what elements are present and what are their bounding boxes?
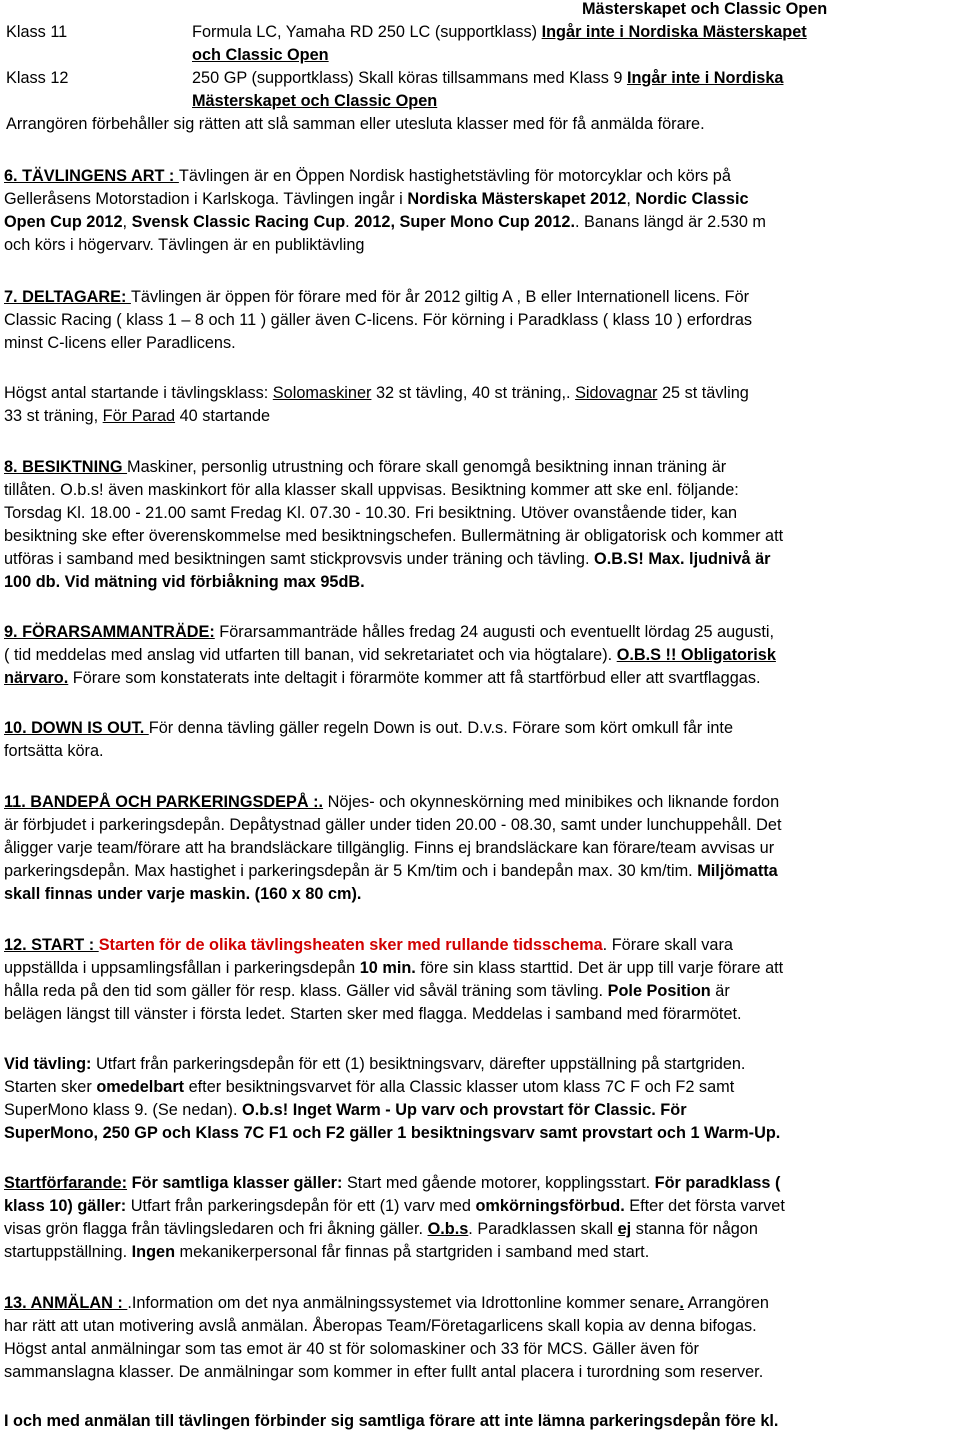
arranger-note: Arrangören förbehåller sig rätten att slå samman eller utesluta klasser med för få anmälda förare.	[6, 115, 705, 133]
section-13-line-3: Högst antal anmälningar som tas emot är 40 st för solomaskiner och 33 för MCS. Gäller även för	[4, 1340, 699, 1358]
startforfarande-line-4: startuppställning. Ingen mekanikerpersonal får finnas på startgriden i samband med start.	[4, 1243, 650, 1261]
section-11-line-1: 11. BANDEPÅ OCH PARKERINGSDEPÅ :. Nöjes- och okynneskörning med minibikes och liknande fordon	[4, 793, 780, 811]
section-8-line-2: tillåten. O.b.s! även maskinkort för alla klasser skall uppvisas. Besiktning kommer att ske enl. följande:	[4, 481, 739, 499]
section-9-heading: 9. FÖRARSAMMANTRÄDE:	[4, 623, 215, 641]
klass-11-note: Ingår inte i Nordiska Mästerskapet	[541, 23, 807, 41]
section-8-line-1: 8. BESIKTNING Maskiner, personlig utrustning och förare skall genomgå besiktning innan träning är	[4, 458, 727, 476]
vid-tavling-line-4: SuperMono, 250 GP och Klass 7C F1 och F2 gäller 1 besiktningsvarv samt provstart och 1 Warm-Up.	[4, 1124, 781, 1142]
section-10-heading: 10. DOWN IS OUT.	[4, 719, 149, 737]
section-13-line-2: har rätt att utan motivering avslå anmälan. Åberopas Team/Företagarlicens skall kopia av denna bifogas.	[4, 1317, 757, 1335]
vid-tavling-line-3: SuperMono klass 9. (Se nedan). O.b.s! Inget Warm - Up varv och provstart för Classic. För	[4, 1101, 687, 1119]
section-7-quota-line-2: 33 st träning, För Parad 40 startande	[4, 407, 271, 425]
section-9-line-1: 9. FÖRARSAMMANTRÄDE: Förarsammanträde hålles fredag 24 augusti och eventuellt lördag 25 augusti,	[4, 623, 775, 641]
section-8-line-6: 100 db. Vid mätning vid förbiåkning max 95dB.	[4, 573, 365, 591]
section-9-line-2: ( tid meddelas med anslag vid utfarten till banan, vid sekretariatet och via högtalare). O.B.S !! Obligatorisk	[4, 646, 776, 664]
section-6-line-2: Gelleråsens Motorstadion i Karlskoga. Tävlingen ingår i Nordiska Mästerskapet 2012, Nordic Classic	[4, 190, 749, 208]
section-10-line-1: 10. DOWN IS OUT. För denna tävling gäller regeln Down is out. D.v.s. Förare som kört omkull får inte	[4, 719, 734, 737]
section-7-line-1: 7. DELTAGARE: Tävlingen är öppen för förare med för år 2012 giltig A , B eller Internationell licens. För	[4, 288, 750, 306]
klass-12-desc: 250 GP (supportklass) Skall köras tillsammans med Klass 9	[192, 69, 627, 87]
section-11-line-2: är förbjudet i parkeringsdepån. Depåtystnad gäller under tiden 20.00 - 08.30, samt under lunchuppehåll. Det	[4, 816, 782, 834]
section-6-line-3: Open Cup 2012, Svensk Classic Racing Cup. 2012, Super Mono Cup 2012.. Banans längd är 2.530 m	[4, 213, 766, 231]
section-11-heading: 11. BANDEPÅ OCH PARKERINGSDEPÅ :.	[4, 793, 324, 811]
section-8-line-4: besiktning ske efter överenskommelse med besiktningschefen. Bullermätning är obligatorisk och kommer att	[4, 527, 784, 545]
section-13-heading: 13. ANMÄLAN :	[4, 1294, 128, 1312]
klass-11-note-cont: och Classic Open	[192, 46, 329, 64]
section-6-heading: 6. TÄVLINGENS ART :	[4, 167, 179, 185]
klass-12-row	[192, 67, 783, 90]
final-note: I och med anmälan till tävlingen förbinder sig samtliga förare att inte lämna parkeringsdepån före kl.	[4, 1412, 779, 1430]
startforfarande-line-3: visas grön flagga från tävlingsledaren och fri åkning gäller. O.b.s. Paradklassen skall ej stanna för någon	[4, 1220, 758, 1238]
startforfarande-line-2: klass 10) gäller: Utfart från parkeringsdepån för ett (1) varv med omkörningsförbud. Efter det första varvet	[4, 1197, 785, 1215]
klass-12-label: Klass 12	[6, 69, 69, 87]
section-11-line-4: parkeringsdepån. Max hastighet i parkeringsdepån är 5 Km/tim och i bandepån max. 30 km/tim. Miljömatta	[4, 862, 778, 880]
vid-tavling-line-2: Starten sker omedelbart efter besiktningsvarvet för alla Classic klasser utom klass 7C F och F2 samt	[4, 1078, 735, 1096]
section-7-quota-line-1: Högst antal startande i tävlingsklass: Solomaskiner 32 st tävling, 40 st träning,. Sidovagnar 25 st tävling	[4, 384, 749, 402]
klass-11-label: Klass 11	[6, 23, 68, 41]
section-12-line-2: uppställda i uppsamlingsfållan i parkeringsdepån 10 min. före sin klass starttid. Det är upp till varje förare att	[4, 959, 784, 977]
section-11-line-3: åligger varje team/förare att ha brandsläckare tillgänglig. Finns ej brandsläckare kan förare/team avvisas ur	[4, 839, 775, 857]
section-8-line-3: Torsdag Kl. 18.00 - 21.00 samt Fredag Kl. 07.30 - 10.30. Fri besiktning. Utöver ovanstående tider, kan	[4, 504, 738, 522]
klass-11-desc: Formula LC, Yamaha RD 250 LC (supportklass)	[192, 23, 542, 41]
klass-11-row	[192, 21, 807, 44]
klass-12-note: Ingår inte i Nordiska	[626, 69, 784, 87]
class-header-tail: Mästerskapet och Classic Open	[582, 0, 828, 18]
section-12-line-3: hålla reda på den tid som gäller för resp. klass. Gäller vid såväl träning som tävling. Pole Position är	[4, 982, 730, 1000]
section-7-line-3: minst C-licens eller Paradlicens.	[4, 334, 236, 352]
section-13-line-4: sammanslagna klasser. De anmälningar som kommer in efter fullt antal placera i turordning som reserver.	[4, 1363, 764, 1381]
section-12-line-4: belägen längst till vänster i första ledet. Starten sker med flagga. Meddelas i samband med förarmötet.	[4, 1005, 742, 1023]
rolling-schedule-note: Starten för de olika tävlingsheaten sker med rullande tidsschema	[98, 936, 603, 954]
section-6-line-1: 6. TÄVLINGENS ART : Tävlingen är en Öppen Nordisk hastighetstävling för motorcyklar och körs på	[4, 167, 731, 185]
section-10-line-2: fortsätta köra.	[4, 742, 104, 760]
section-7-line-2: Classic Racing ( klass 1 – 8 och 11 ) gäller även C-licens. För körning i Paradklass ( klass 10 ) erfordras	[4, 311, 753, 329]
section-7-heading: 7. DELTAGARE:	[4, 288, 131, 306]
section-12-heading: 12. START :	[4, 936, 99, 954]
startforfarande-line-1: Startförfarande: För samtliga klasser gäller: Start med gående motorer, kopplingsstart. För paradklass (	[4, 1174, 781, 1192]
vid-tavling-line-1: Vid tävling: Utfart från parkeringsdepån för ett (1) besiktningsvarv, därefter uppställning på startgriden.	[4, 1055, 746, 1073]
section-11-line-5: skall finnas under varje maskin. (160 x 80 cm).	[4, 885, 362, 903]
section-9-line-3: närvaro. Förare som konstaterats inte deltagit i förarmöte kommer att få startförbud eller att svartflaggas.	[4, 669, 761, 687]
section-8-line-5: utföras i samband med besiktningen samt stickprovsvis under träning och tävling. O.B.S! Max. ljudnivå är	[4, 550, 771, 568]
section-13-line-1: 13. ANMÄLAN : .Information om det nya anmälningssystemet via Idrottonline kommer senare. Arrangören	[4, 1294, 769, 1312]
section-6-line-4: och körs i högervarv. Tävlingen är en publiktävling	[4, 236, 365, 254]
section-8-heading: 8. BESIKTNING	[4, 458, 128, 476]
klass-12-note-cont: Mästerskapet och Classic Open	[192, 92, 438, 110]
section-12-line-1: 12. START : Starten för de olika tävlingsheaten sker med rullande tidsschema. Förare skall vara	[4, 936, 733, 954]
